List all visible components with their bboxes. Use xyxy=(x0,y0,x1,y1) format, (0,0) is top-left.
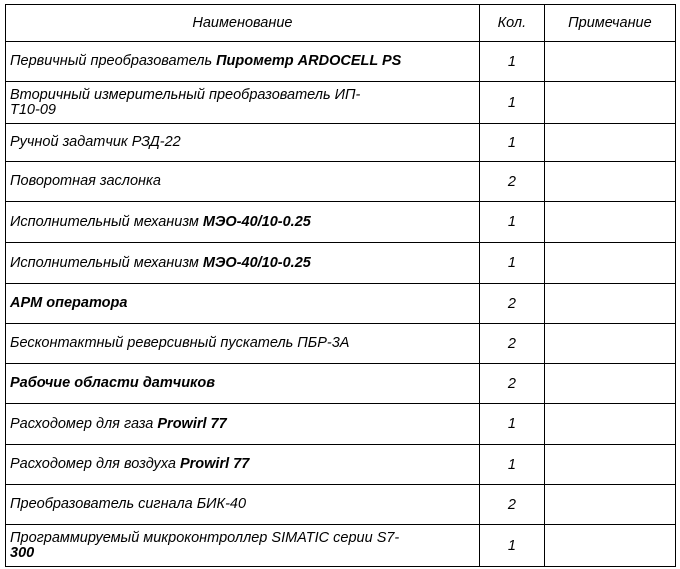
header-name: Наименование xyxy=(6,5,480,42)
cell-qty: 1 xyxy=(479,124,544,162)
cell-name: Программируемый микроконтроллер SIMATIC серии S7- 300 xyxy=(6,525,480,567)
cell-note xyxy=(544,364,675,404)
cell-name: Исполнительный механизм МЭО-40/10-0.25 xyxy=(6,243,480,284)
cell-qty: 1 xyxy=(479,404,544,445)
cell-note xyxy=(544,284,675,324)
table-row xyxy=(6,82,676,124)
cell-note xyxy=(544,124,675,162)
table-row xyxy=(6,364,676,404)
table-row xyxy=(6,284,676,324)
cell-qty: 2 xyxy=(479,284,544,324)
header-row xyxy=(6,5,676,42)
cell-name: Исполнительный механизм МЭО-40/10-0.25 xyxy=(6,202,480,243)
cell-note xyxy=(544,202,675,243)
table-row xyxy=(6,324,676,364)
table-row xyxy=(6,404,676,445)
cell-qty: 1 xyxy=(479,82,544,124)
cell-name: Преобразователь сигнала БИК-40 xyxy=(6,485,480,525)
table-row xyxy=(6,525,676,567)
cell-name: Вторичный измерительный преобразователь ИП-Т10-09 xyxy=(6,82,480,124)
cell-qty: 2 xyxy=(479,485,544,525)
cell-qty: 1 xyxy=(479,445,544,485)
cell-note xyxy=(544,324,675,364)
table-row xyxy=(6,243,676,284)
header-note: Примечание xyxy=(544,5,675,42)
cell-qty: 2 xyxy=(479,364,544,404)
cell-note xyxy=(544,162,675,202)
cell-name: Первичный преобразователь Пирометр ARDOCELL PS xyxy=(6,42,480,82)
cell-name: АРМ оператора xyxy=(6,284,480,324)
cell-name: Расходомер для воздуха Prowirl 77 xyxy=(6,445,480,485)
cell-qty: 2 xyxy=(479,162,544,202)
cell-note xyxy=(544,42,675,82)
cell-qty: 1 xyxy=(479,525,544,567)
cell-note xyxy=(544,485,675,525)
cell-name: Рабочие области датчиков xyxy=(6,364,480,404)
table-row xyxy=(6,162,676,202)
table-row xyxy=(6,202,676,243)
cell-name: Ручной задатчик РЗД-22 xyxy=(6,124,480,162)
cell-qty: 1 xyxy=(479,42,544,82)
cell-qty: 1 xyxy=(479,202,544,243)
cell-note xyxy=(544,525,675,567)
cell-name: Бесконтактный реверсивный пускатель ПБР-3А xyxy=(6,324,480,364)
cell-note xyxy=(544,445,675,485)
specification-table xyxy=(5,4,676,567)
cell-qty: 1 xyxy=(479,243,544,284)
cell-name: Поворотная заслонка xyxy=(6,162,480,202)
table-row xyxy=(6,485,676,525)
cell-note xyxy=(544,404,675,445)
cell-name: Расходомер для газа Prowirl 77 xyxy=(6,404,480,445)
table-row xyxy=(6,124,676,162)
cell-note xyxy=(544,82,675,124)
table-row xyxy=(6,42,676,82)
table-row xyxy=(6,445,676,485)
cell-note xyxy=(544,243,675,284)
cell-qty: 2 xyxy=(479,324,544,364)
header-qty: Кол. xyxy=(479,5,544,42)
